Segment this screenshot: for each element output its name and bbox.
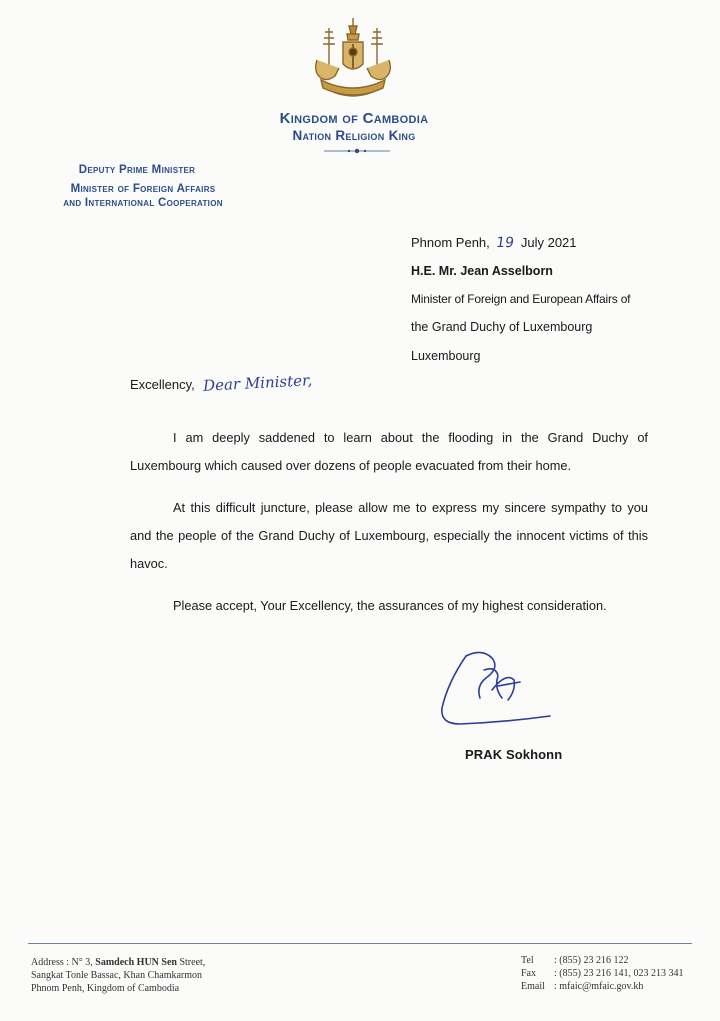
national-motto: Nation Religion King [292,128,416,143]
salutation: Excellency, [130,377,195,392]
handwritten-salutation: Dear Minister, [202,371,313,395]
fax-value: : (855) 23 216 141, 023 213 341 [554,968,684,979]
date-line [411,236,577,250]
footer-contact [521,954,683,993]
ministry-title-2: Minister of Foreign Affairs [70,183,216,195]
recipient-title-2: the Grand Duchy of Luxembourg [411,320,593,334]
email-line [521,980,683,993]
address-line-2: Sangkat Tonle Bassac, Khan Chamkarmon [31,970,203,981]
address-line-3: Phnom Penh, Kingdom of Cambodia [31,983,180,994]
ornament-divider-icon [322,147,392,155]
tel-value: : (855) 23 216 122 [554,955,629,966]
paragraph-3: Please accept, Your Excellency, the assurances of my highest consideration. [173,598,607,613]
tel-label: Tel [521,955,534,966]
address-label: Address : N° 3, [31,957,93,968]
month-year: July 2021 [520,235,577,250]
paragraph-2: At this difficult juncture, please allow me to express my sincere sympathy to you and the people of the Grand Duchy of Luxembourg, especially the innocent victims of this havoc. [130,500,648,571]
ministry-title-1: Deputy Prime Minister [78,164,196,176]
email-value[interactable]: : mfaic@mfaic.gov.kh [554,981,644,992]
country-name: Kingdom of Cambodia [279,110,429,127]
recipient-title-1: Minister of Foreign and European Affairs of [411,292,631,306]
footer-divider [28,943,692,944]
place: Phnom Penh, [411,235,490,250]
handwritten-day: 19 [495,235,516,251]
tel-line [521,954,683,967]
address-street: Samdech HUN Sen [95,957,177,968]
fax-line [521,967,683,980]
signer-name: PRAK Sokhonn [465,747,563,762]
email-label: Email [521,981,545,992]
address-street-suffix: Street, [179,957,206,968]
fax-label: Fax [521,968,536,979]
footer-address [31,956,205,995]
paragraph-1: I am deeply saddened to learn about the flooding in the Grand Duchy of Luxembourg which caused over dozens of people evacuated from their home. [130,430,648,473]
address-line-1 [31,956,205,969]
ministry-title-3: and International Cooperation [63,197,223,209]
recipient-name: H.E. Mr. Jean Asselborn [411,264,553,278]
royal-arms-icon [303,16,403,104]
recipient-title-3: Luxembourg [411,349,481,363]
signature-icon [436,646,556,730]
